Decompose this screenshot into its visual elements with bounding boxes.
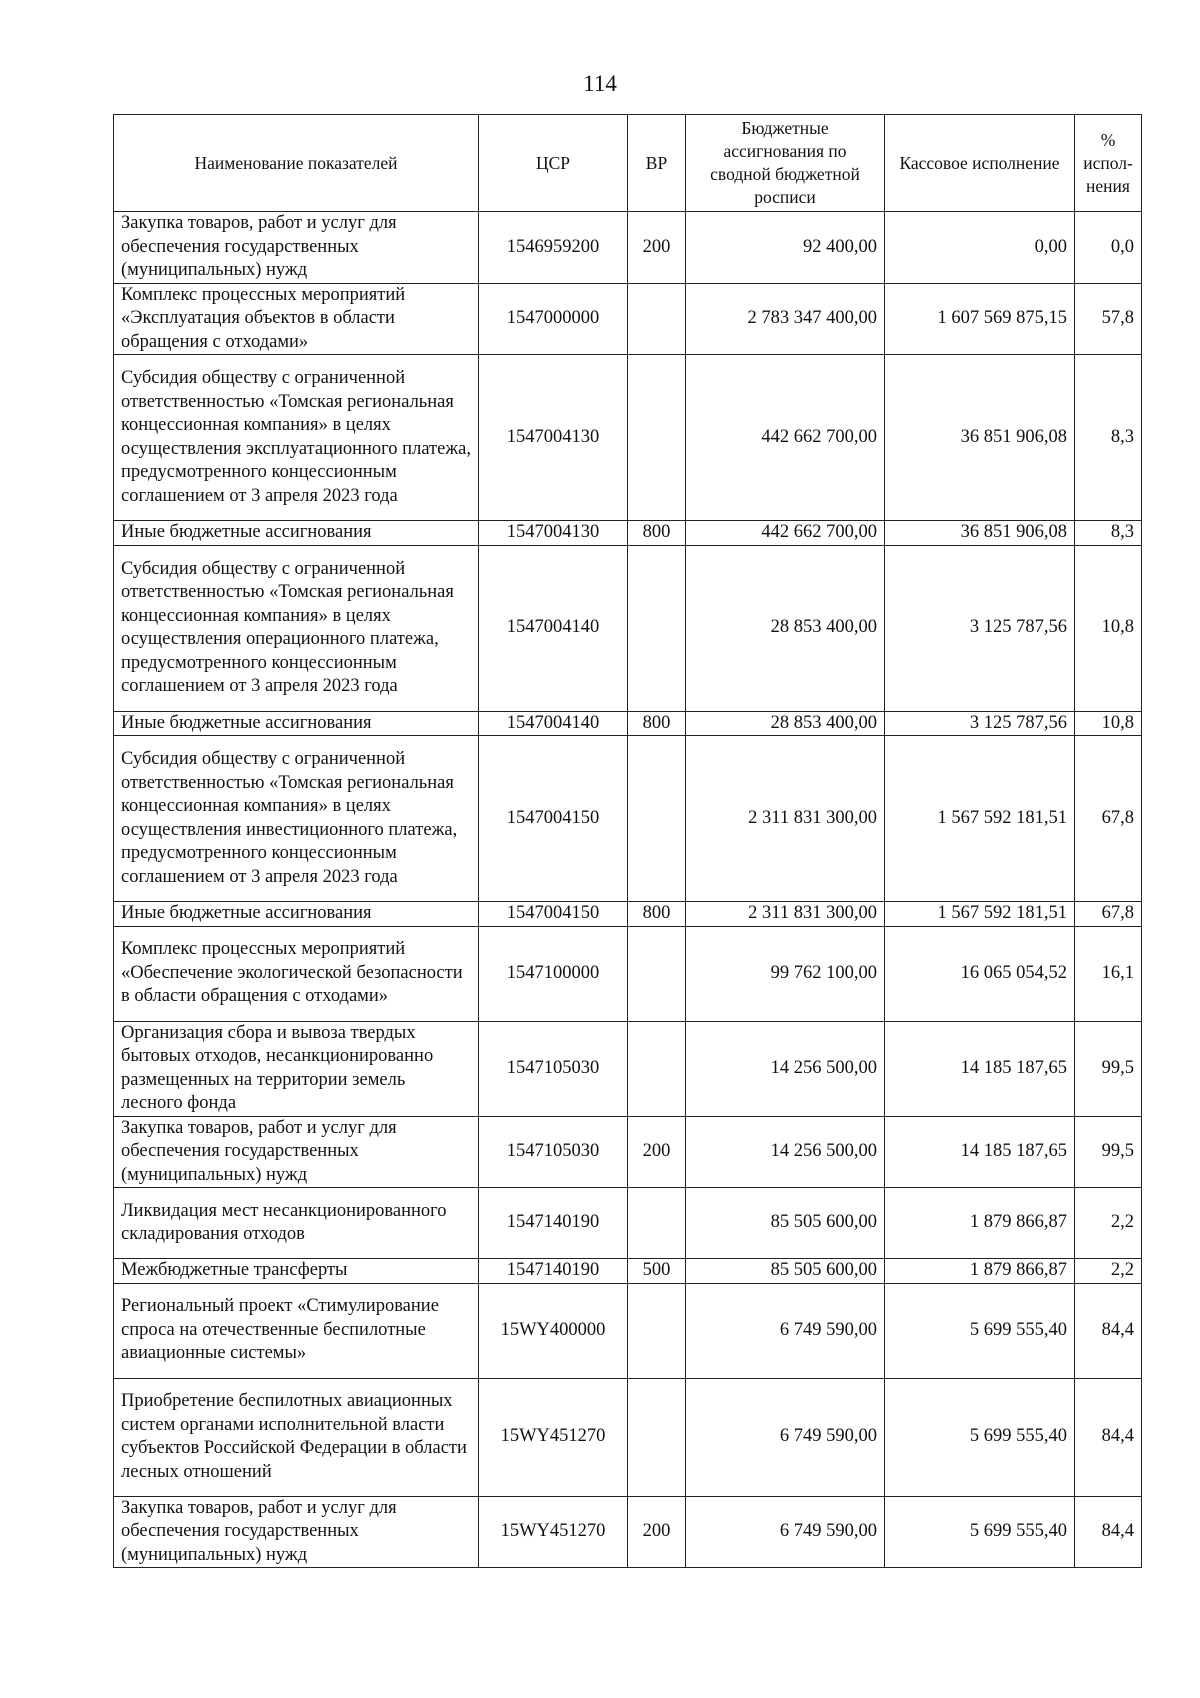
cell-cash: 0,00 [885,212,1075,284]
cell-budget: 92 400,00 [686,212,885,284]
cell-csr: 15WY400000 [479,1283,628,1378]
cell-budget: 442 662 700,00 [686,355,885,521]
cell-name: Иные бюджетные ассигнования [114,902,479,927]
cell-percent: 0,0 [1075,212,1142,284]
table-header-row [114,115,1142,212]
cell-cash: 3 125 787,56 [885,711,1075,736]
cell-vr [628,736,686,902]
table-row [114,1496,1142,1568]
page-number: 114 [583,71,617,96]
cell-csr: 1546959200 [479,212,628,284]
cell-percent: 84,4 [1075,1283,1142,1378]
header-budget: Бюджетные ассигнования по сводной бюджетной росписи [686,115,885,212]
cell-percent: 99,5 [1075,1021,1142,1116]
cell-name: Субсидия обществу с ограниченной ответственностью «Томская региональная концессионная компания» в целях осуществления операционного платежа, предусмотренного концессионным соглашением от 3 апреля 2023 года [114,545,479,711]
cell-budget: 85 505 600,00 [686,1188,885,1259]
cell-vr [628,355,686,521]
cell-cash: 1 567 592 181,51 [885,902,1075,927]
cell-csr: 1547140190 [479,1188,628,1259]
cell-csr: 1547004130 [479,521,628,546]
cell-budget: 2 311 831 300,00 [686,902,885,927]
table-row [114,545,1142,711]
cell-name: Закупка товаров, работ и услуг для обеспечения государственных (муниципальных) нужд [114,212,479,284]
cell-percent: 67,8 [1075,902,1142,927]
cell-budget: 6 749 590,00 [686,1496,885,1568]
cell-csr: 1547105030 [479,1116,628,1188]
cell-budget: 99 762 100,00 [686,926,885,1021]
cell-percent: 84,4 [1075,1378,1142,1496]
cell-vr [628,283,686,355]
cell-csr: 15WY451270 [479,1378,628,1496]
cell-csr: 1547004150 [479,902,628,927]
cell-percent: 84,4 [1075,1496,1142,1568]
header-cash: Кассовое исполнение [885,115,1075,212]
cell-budget: 28 853 400,00 [686,711,885,736]
cell-name: Комплекс процессных мероприятий «Эксплуатация объектов в области обращения с отходами» [114,283,479,355]
cell-cash: 1 879 866,87 [885,1259,1075,1284]
cell-percent: 2,2 [1075,1188,1142,1259]
cell-percent: 10,8 [1075,545,1142,711]
cell-vr: 800 [628,521,686,546]
cell-csr: 15WY451270 [479,1496,628,1568]
cell-cash: 14 185 187,65 [885,1116,1075,1188]
cell-csr: 1547004130 [479,355,628,521]
cell-budget: 6 749 590,00 [686,1378,885,1496]
cell-vr [628,1378,686,1496]
cell-name: Приобретение беспилотных авиационных систем органами исполнительной власти субъектов Российской Федерации в области лесных отношений [114,1378,479,1496]
cell-percent: 8,3 [1075,521,1142,546]
cell-name: Комплекс процессных мероприятий «Обеспечение экологической безопасности в области обращения с отходами» [114,926,479,1021]
cell-vr [628,1188,686,1259]
cell-budget: 2 783 347 400,00 [686,283,885,355]
table-row [114,902,1142,927]
cell-percent: 67,8 [1075,736,1142,902]
cell-budget: 6 749 590,00 [686,1283,885,1378]
cell-cash: 1 879 866,87 [885,1188,1075,1259]
cell-name: Ликвидация мест несанкционированного складирования отходов [114,1188,479,1259]
cell-budget: 85 505 600,00 [686,1259,885,1284]
cell-percent: 99,5 [1075,1116,1142,1188]
cell-budget: 14 256 500,00 [686,1021,885,1116]
header-csr: ЦСР [479,115,628,212]
cell-cash: 1 607 569 875,15 [885,283,1075,355]
cell-cash: 14 185 187,65 [885,1021,1075,1116]
cell-percent: 16,1 [1075,926,1142,1021]
table-row [114,283,1142,355]
cell-name: Закупка товаров, работ и услуг для обеспечения государственных (муниципальных) нужд [114,1496,479,1568]
table-row [114,1021,1142,1116]
cell-percent: 8,3 [1075,355,1142,521]
cell-name: Региональный проект «Стимулирование спроса на отечественные беспилотные авиационные системы» [114,1283,479,1378]
table-row [114,1283,1142,1378]
table-row [114,1116,1142,1188]
cell-cash: 1 567 592 181,51 [885,736,1075,902]
cell-name: Иные бюджетные ассигнования [114,711,479,736]
cell-csr: 1547000000 [479,283,628,355]
cell-vr [628,1283,686,1378]
cell-vr [628,1021,686,1116]
table-row [114,1188,1142,1259]
table-row [114,926,1142,1021]
table-row [114,355,1142,521]
cell-budget: 442 662 700,00 [686,521,885,546]
cell-vr: 200 [628,1116,686,1188]
cell-cash: 36 851 906,08 [885,355,1075,521]
table-row [114,1378,1142,1496]
cell-cash: 16 065 054,52 [885,926,1075,1021]
cell-vr: 800 [628,902,686,927]
cell-percent: 57,8 [1075,283,1142,355]
cell-name: Субсидия обществу с ограниченной ответственностью «Томская региональная концессионная компания» в целях осуществления эксплуатационного платежа, предусмотренного концессионным соглашением от 3 апреля 2023 года [114,355,479,521]
cell-vr: 200 [628,212,686,284]
cell-percent: 2,2 [1075,1259,1142,1284]
header-vr: ВР [628,115,686,212]
cell-name: Организация сбора и вывоза твердых бытовых отходов, несанкционированно размещенных на территории земель лесного фонда [114,1021,479,1116]
table-row [114,1259,1142,1284]
header-percent: % испол-нения [1075,115,1142,212]
cell-percent: 10,8 [1075,711,1142,736]
cell-cash: 36 851 906,08 [885,521,1075,546]
cell-budget: 14 256 500,00 [686,1116,885,1188]
header-name: Наименование показателей [114,115,479,212]
cell-csr: 1547105030 [479,1021,628,1116]
table-row [114,711,1142,736]
cell-vr: 500 [628,1259,686,1284]
cell-csr: 1547100000 [479,926,628,1021]
budget-execution-table [113,114,1142,1568]
table-row [114,736,1142,902]
cell-csr: 1547140190 [479,1259,628,1284]
cell-vr [628,926,686,1021]
cell-csr: 1547004140 [479,711,628,736]
cell-vr: 800 [628,711,686,736]
cell-name: Субсидия обществу с ограниченной ответственностью «Томская региональная концессионная компания» в целях осуществления инвестиционного платежа, предусмотренного концессионным соглашением от 3 апреля 2023 года [114,736,479,902]
cell-cash: 3 125 787,56 [885,545,1075,711]
table-body [114,212,1142,1568]
cell-budget: 28 853 400,00 [686,545,885,711]
cell-vr: 200 [628,1496,686,1568]
cell-csr: 1547004150 [479,736,628,902]
cell-csr: 1547004140 [479,545,628,711]
table-row [114,521,1142,546]
cell-cash: 5 699 555,40 [885,1283,1075,1378]
cell-budget: 2 311 831 300,00 [686,736,885,902]
cell-name: Закупка товаров, работ и услуг для обеспечения государственных (муниципальных) нужд [114,1116,479,1188]
cell-vr [628,545,686,711]
cell-cash: 5 699 555,40 [885,1378,1075,1496]
cell-name: Межбюджетные трансферты [114,1259,479,1284]
table-row [114,212,1142,284]
cell-name: Иные бюджетные ассигнования [114,521,479,546]
cell-cash: 5 699 555,40 [885,1496,1075,1568]
